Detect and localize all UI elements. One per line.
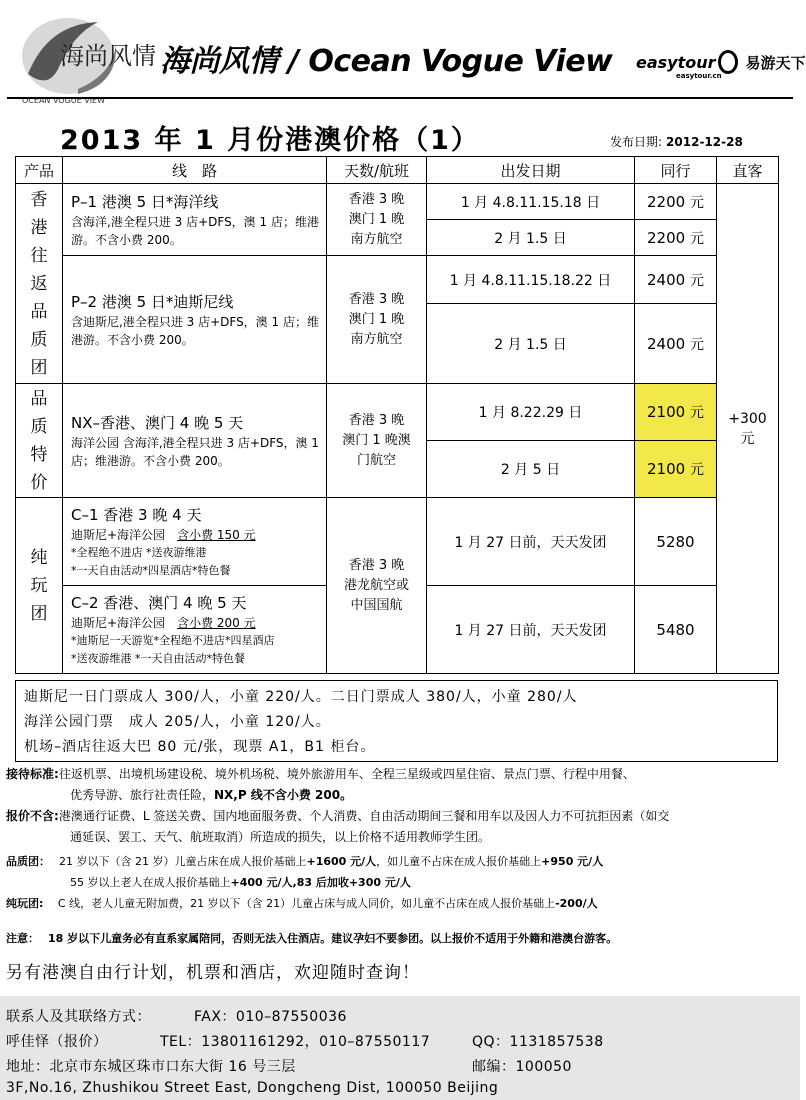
price-value: 2200: [647, 228, 686, 247]
route-name: P–2 港澳 5 日*迪斯尼线: [71, 292, 234, 311]
route-line: *迪斯尼一天游览*全程绝不进店*四星酒店: [71, 633, 275, 647]
term-quality-2: [70, 872, 411, 893]
header-product: 产品: [16, 157, 63, 184]
price-unit: 元: [689, 405, 704, 421]
logo-subtext: OCEAN VOGUE VIEW: [22, 96, 106, 105]
price-cell: 5480: [635, 586, 717, 674]
price-cell-highlight: [635, 384, 717, 441]
header-days: 天数/航班: [327, 157, 427, 184]
flight-cell: [327, 256, 427, 384]
route-name: P–1 港澳 5 日*海洋线: [71, 192, 219, 211]
term-standard: [6, 764, 635, 785]
contact-address-en: 3F,No.16, Zhushikou Street East, Dongcheng Dist, 100050 Beijing: [6, 1080, 499, 1096]
table-row: [16, 256, 779, 304]
route-line: *一天自由活动*四星酒店*特色餐: [71, 563, 231, 577]
term-standard-2: [70, 785, 352, 806]
term-quality: [6, 851, 603, 872]
price-unit: 元: [689, 194, 704, 211]
date-cell: 2 月 1.5 日: [427, 220, 635, 256]
term-label: 品质团：: [6, 855, 45, 868]
header-dates: 出发日期: [427, 157, 635, 184]
category-cell: [16, 184, 63, 384]
route-line: *送夜游维港 *一天自由活动*特色餐: [71, 651, 245, 665]
flight-cell: [327, 384, 427, 498]
route-tip: 含小费 150 元: [177, 527, 256, 542]
contact-address: 地址：北京市东城区珠市口东大街 16 号三层: [6, 1059, 296, 1075]
term-label: 纯玩团:: [6, 897, 44, 910]
category-label: 品 质 特 价: [30, 388, 48, 493]
date-cell: 2 月 5 日: [427, 441, 635, 498]
route-name: C–2 香港、澳门 4 晚 5 天: [71, 593, 247, 612]
term-text-bold: -200/人: [555, 897, 598, 910]
ocean-vogue-logo: [18, 14, 156, 106]
contact-qq: QQ：1131857538: [472, 1034, 604, 1050]
contact-tel: TEL：13801161292，010–87550117: [160, 1034, 431, 1050]
table-row: [16, 384, 779, 441]
route-cell: [63, 384, 327, 498]
free-travel-note: 另有港澳自由行计划，机票和酒店，欢迎随时查询！: [6, 963, 420, 983]
ticket-line: 海洋公园门票 成人 205/人，小童 120/人。: [24, 714, 331, 730]
flight-text: 香港 3 晚 港龙航空或 中国国航: [343, 557, 409, 613]
price-cell: [635, 304, 717, 384]
direct-price: +300 元: [728, 410, 767, 447]
contact-postcode: 邮编：100050: [472, 1059, 572, 1075]
date-cell: 1 月 27 日前，天天发团: [427, 498, 635, 586]
route-cell: [63, 498, 327, 586]
table-header-row: [16, 157, 779, 184]
term-text: 港澳通行证费、L 签送关费、国内地面服务费、个人消费、自由活动期间三餐和用车以及因人力不可抗拒因素（如交: [58, 809, 670, 823]
ticket-info-box: [15, 680, 778, 762]
price-table: [15, 156, 779, 674]
term-text-bold: +950 元/人: [541, 855, 604, 868]
route-name: C–1 香港 3 晚 4 天: [71, 505, 202, 524]
price-unit: 元: [689, 272, 704, 289]
route-cell: [63, 256, 327, 384]
easytour-small: easytour.cn: [676, 72, 722, 80]
price-value: 2400: [647, 270, 686, 289]
term-text-bold: NX,P 线不含小费 200。: [214, 788, 353, 802]
price-cell: 5280: [635, 498, 717, 586]
term-label: 报价不含:: [6, 809, 59, 823]
date-cell: 1 月 27 日前，天天发团: [427, 586, 635, 674]
table-row: [16, 184, 779, 220]
term-label: 接待标准:: [6, 767, 59, 781]
term-text-bold: +400 元/人,83 后加收+300 元/人: [230, 876, 411, 889]
date-cell: 1 月 4.8.11.15.18.22 日: [427, 256, 635, 304]
page-title: 2013 年 1 月份港澳价格（1）: [60, 125, 480, 156]
route-desc: 含迪斯尼,港全程只进 3 店+DFS，澳 1 店；维港游。不含小费 200。: [71, 314, 319, 347]
flight-text: 香港 3 晚 澳门 1 晚澳 门航空: [342, 412, 411, 468]
term-text: 往返机票、出境机场建设税、境外机场税、境外旅游用车、全程三星级或四星住宿、景点门票、行程中用餐、: [58, 767, 635, 781]
contact-fax: FAX：010–87550036: [194, 1009, 347, 1025]
term-text-bold: +1600 元/人: [306, 855, 377, 868]
price-value: 2400: [647, 334, 686, 353]
publish-date-label: 发布日期:: [610, 135, 663, 149]
route-desc: 含海洋,港全程只进 3 店+DFS，澳 1 店；维港游。不含小费 200。: [71, 214, 319, 247]
term-text: 21 岁以下（含 21 岁）儿童占床在成人报价基础上: [59, 855, 307, 868]
publish-date-value: 2012-12-28: [666, 135, 743, 149]
route-park: 迪斯尼+海洋公园: [71, 615, 166, 630]
category-cell: [16, 384, 63, 498]
term-text: ，如儿童不占床在成人报价基础上: [376, 855, 542, 868]
category-label: 纯 玩 团: [30, 547, 48, 624]
route-desc: 海洋公园 含海洋,港全程只进 3 店+DFS，澳 1 店；维港游。不含小费 200。: [71, 435, 319, 468]
flight-text: 香港 3 晚 澳门 1 晚 南方航空: [348, 291, 405, 347]
price-cell: [635, 256, 717, 304]
price-cell: [635, 220, 717, 256]
category-cell: [16, 498, 63, 674]
contact-title: 联系人及其联络方式：: [6, 1009, 151, 1025]
price-value: 2200: [647, 192, 686, 211]
contact-person: 呼佳怿（报价）: [6, 1034, 108, 1050]
term-text: 55 岁以上老人在成人报价基础上: [70, 876, 231, 889]
easytour-cn: 易游天下: [745, 54, 806, 72]
term-exclusions-2: 通延误、罢工、天气、航班取消）所造成的损失，以上价格不适用教师学生团。: [70, 830, 491, 844]
publish-date: [610, 133, 743, 150]
price-cell-highlight: [635, 441, 717, 498]
header-direct-price: 直客: [717, 157, 779, 184]
table-row: [16, 498, 779, 586]
contact-box: [0, 996, 800, 1100]
route-park: 迪斯尼+海洋公园: [71, 527, 166, 542]
price-cell: [635, 184, 717, 220]
price-unit: 元: [689, 462, 704, 478]
route-cell: [63, 184, 327, 256]
flight-cell: [327, 498, 427, 674]
direct-price-cell: [717, 184, 779, 674]
date-cell: 1 月 8.22.29 日: [427, 384, 635, 441]
term-note: [6, 928, 617, 949]
term-text: 优秀导游、旅行社责任险，: [70, 788, 215, 802]
term-text-bold: 18 岁以下儿童务必有直系家属陪同，否则无法入住酒店。建议孕妇不要参团。以上报价不适用于外籍和港澳台游客。: [48, 932, 618, 945]
date-cell: 2 月 1.5 日: [427, 304, 635, 384]
easytour-mark-icon: [718, 50, 738, 74]
term-text: C 线，老人儿童无附加费，21 岁以下（含 21）儿童占床与成人同价，如儿童不占床在成人报价基础上: [57, 897, 556, 910]
easytour-wordmark: easytour: [636, 53, 716, 72]
price-unit: 元: [689, 230, 704, 247]
date-cell: 1 月 4.8.11.15.18 日: [427, 184, 635, 220]
header-route: 线 路: [63, 157, 327, 184]
route-line: *全程绝不进店 *送夜游维港: [71, 545, 207, 559]
flight-text: 香港 3 晚 澳门 1 晚 南方航空: [348, 191, 405, 247]
term-exclusions: [6, 806, 669, 827]
ticket-line: 机场–酒店往返大巴 80 元/张，现票 A1，B1 柜台。: [24, 739, 376, 755]
header-divider: [7, 97, 793, 99]
route-name: NX–香港、澳门 4 晚 5 天: [71, 413, 244, 432]
category-label: 香 港 往 返 品 质 团: [30, 189, 48, 378]
price-value: 2100: [647, 403, 686, 421]
header-peer-price: 同行: [635, 157, 717, 184]
route-tip: 含小费 200 元: [177, 615, 256, 630]
term-pure: [6, 893, 598, 914]
logo-text: 海尚风情: [60, 42, 156, 70]
brand-title: 海尚风情 / Ocean Vogue View: [160, 44, 613, 79]
price-value: 2100: [647, 460, 686, 478]
easytour-logo: [636, 50, 806, 80]
flight-cell: [327, 184, 427, 256]
price-unit: 元: [689, 336, 704, 353]
route-cell: [63, 586, 327, 674]
term-label: 注意：: [6, 932, 34, 945]
ticket-line: 迪斯尼一日门票成人 300/人，小童 220/人。二日门票成人 380/人，小童 280/人: [24, 689, 578, 705]
